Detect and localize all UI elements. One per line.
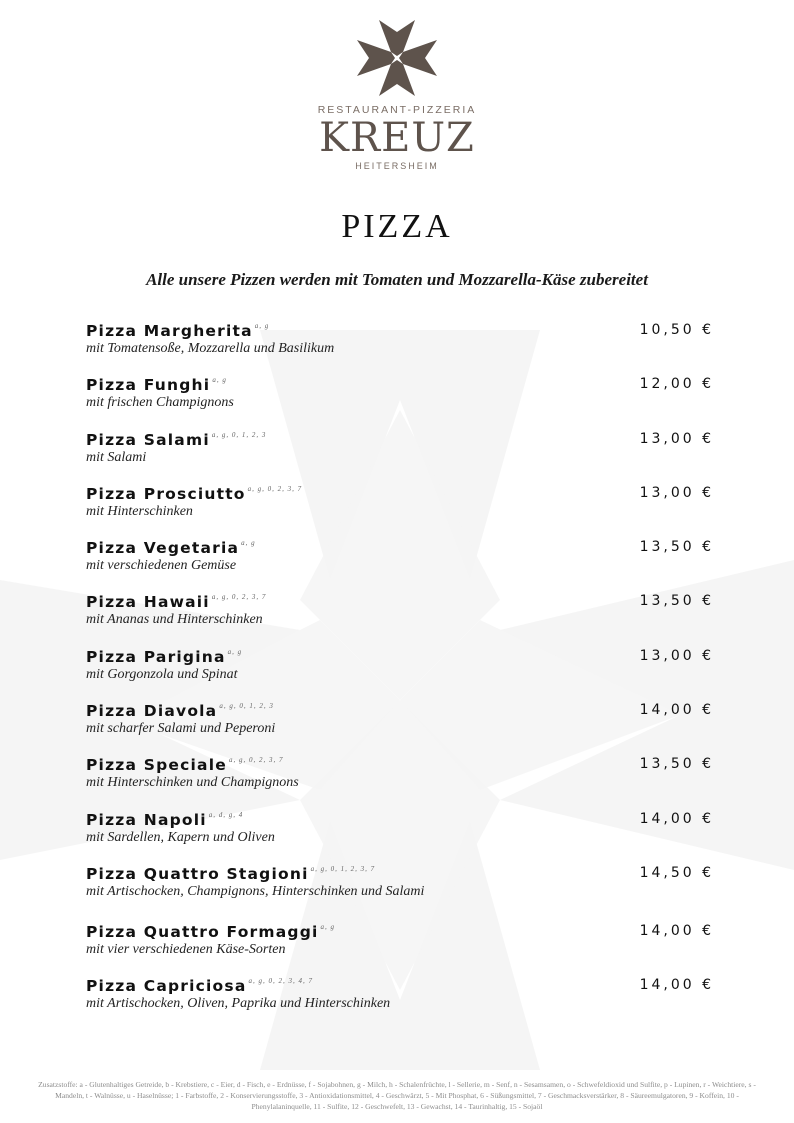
menu-item	[86, 539, 718, 593]
menu-item	[86, 648, 718, 702]
item-name	[86, 923, 718, 941]
item-price: 13,50 €	[639, 593, 714, 610]
city-name: HEITERSHEIM	[355, 161, 439, 171]
menu-item	[86, 923, 718, 977]
allergen-codes: a, g, 0, 2, 3, 4, 7	[248, 977, 313, 986]
menu-item	[86, 865, 718, 923]
item-description: mit Tomatensoße, Mozzarella und Basilikum	[86, 341, 335, 356]
item-price: 13,00 €	[639, 647, 714, 664]
item-title: Pizza Prosciutto	[86, 484, 246, 503]
item-description: mit Gorgonzola und Spinat	[86, 666, 238, 682]
item-description: mit Hinterschinken	[86, 503, 193, 519]
item-name	[86, 756, 718, 774]
menu-subtitle: Alle unsere Pizzen werden mit Tomaten und Mozzarella-Käse zubereitet	[146, 270, 648, 289]
item-price: 14,00 €	[639, 702, 714, 719]
allergen-codes: a, g	[241, 539, 256, 548]
allergen-codes: a, g, 0, 2, 3, 7	[211, 593, 267, 602]
item-description: mit verschiedenen Gemüse	[86, 558, 237, 574]
item-price: 13,00 €	[639, 484, 714, 501]
allergen-codes: a, g, 0, 1, 2, 3	[219, 702, 274, 711]
item-description: mit scharfer Salami und Peperoni	[86, 721, 276, 737]
item-title: Pizza Capriciosa	[86, 977, 247, 996]
item-price: 13,50 €	[639, 756, 714, 773]
allergen-codes: a, g, 0, 2, 3, 7	[228, 756, 284, 765]
item-price: 14,50 €	[639, 864, 714, 881]
item-name	[86, 593, 718, 611]
allergen-codes: a, d, g, 4	[208, 810, 244, 819]
maltese-cross-icon	[355, 18, 439, 98]
item-name	[86, 977, 718, 995]
item-title: Pizza Quattro Stagioni	[86, 864, 309, 883]
item-title: Pizza Funghi	[86, 376, 211, 395]
item-name	[86, 865, 718, 883]
item-title: Pizza Hawaii	[86, 593, 210, 612]
item-price: 12,00 €	[639, 376, 714, 393]
pizza-list	[86, 322, 718, 1032]
menu-item	[86, 322, 718, 376]
allergen-codes: a, g	[320, 922, 336, 931]
item-name	[86, 648, 718, 666]
item-description: mit Ananas und Hinterschinken	[86, 612, 263, 628]
item-title: Pizza Margherita	[86, 322, 253, 340]
allergen-codes: a, g	[254, 322, 270, 330]
item-title: Pizza Diavola	[86, 702, 218, 721]
menu-item	[86, 756, 718, 810]
item-description: mit Sardellen, Kapern und Oliven	[86, 829, 275, 845]
allergen-codes: a, g, 0, 1, 2, 3	[211, 430, 267, 439]
brand-name: KREUZ	[319, 115, 475, 161]
menu-item	[86, 811, 718, 865]
allergen-codes: a, g	[212, 376, 227, 385]
allergen-codes: a, g, 0, 1, 2, 3, 7	[310, 864, 376, 873]
item-name	[86, 431, 718, 449]
item-name	[86, 702, 718, 720]
restaurant-tagline: RESTAURANT-PIZZERIA	[317, 104, 477, 116]
menu-item	[86, 977, 718, 1031]
item-description: mit frischen Champignons	[86, 395, 234, 411]
item-description: mit Hinterschinken und Champignons	[86, 775, 299, 791]
item-description: mit Artischocken, Champignons, Hinterschinken und Salami	[86, 883, 425, 899]
item-price: 14,00 €	[639, 810, 714, 827]
page-title: PIZZA	[341, 208, 453, 245]
menu-item	[86, 485, 718, 539]
item-price: 14,00 €	[639, 922, 714, 939]
item-name	[86, 322, 718, 340]
item-price: 13,50 €	[639, 539, 714, 556]
item-name	[86, 539, 718, 557]
menu-item	[86, 431, 718, 485]
item-description: mit vier verschiedenen Käse-Sorten	[86, 941, 286, 957]
allergen-footnote: Zusatzstoffe: a - Glutenhaltiges Getreide, b - Krebstiere, c - Eier, d - Fisch, e - Erdnüsse, f - Sojabohnen, g - Milch, h - Schalenfrüchte, l - Sellerie, m - Senf, n - Sesamsamen, o - Schwefeldioxid und Sulfite, p - Lupinen, r - Weichtiere, s - Mandeln, t - Walnüsse, u - Haselnüsse; 1 - Farbstoffe, 2 - Konservierungsstoffe, 3 - Antioxidationsmittel, 4 - Geschwärzt, 5 - Mit Phosphat, 6 - Süßungsmittel, 7 - Geschmacksverstärker, 8 - Säureemulgatoren, 9 - Koffein, 10 - Phenylalaninquelle, 11 - Sulfite, 12 - Geschwefelt, 13 - Gewachst, 14 - Taurinhaltig, 15 - Sojaöl	[38, 1080, 756, 1111]
item-name	[86, 485, 718, 503]
menu-item	[86, 376, 718, 430]
allergen-codes: a, g, 0, 2, 3, 7	[247, 484, 303, 493]
item-title: Pizza Quattro Formaggi	[86, 922, 319, 941]
item-price: 10,50 €	[639, 322, 714, 338]
item-name	[86, 376, 718, 394]
item-description: mit Salami	[86, 449, 147, 465]
item-title: Pizza Vegetaria	[86, 539, 240, 558]
item-price: 14,00 €	[639, 977, 714, 994]
item-name	[86, 811, 718, 829]
menu-item	[86, 593, 718, 647]
item-title: Pizza Napoli	[86, 810, 207, 829]
logo	[0, 18, 794, 171]
item-title: Pizza Salami	[86, 430, 210, 449]
item-title: Pizza Speciale	[86, 756, 227, 775]
item-price: 13,00 €	[639, 430, 714, 447]
item-description: mit Artischocken, Oliven, Paprika und Hinterschinken	[86, 996, 391, 1012]
item-title: Pizza Parigina	[86, 647, 226, 666]
allergen-codes: a, g	[227, 647, 243, 656]
menu-item	[86, 702, 718, 756]
